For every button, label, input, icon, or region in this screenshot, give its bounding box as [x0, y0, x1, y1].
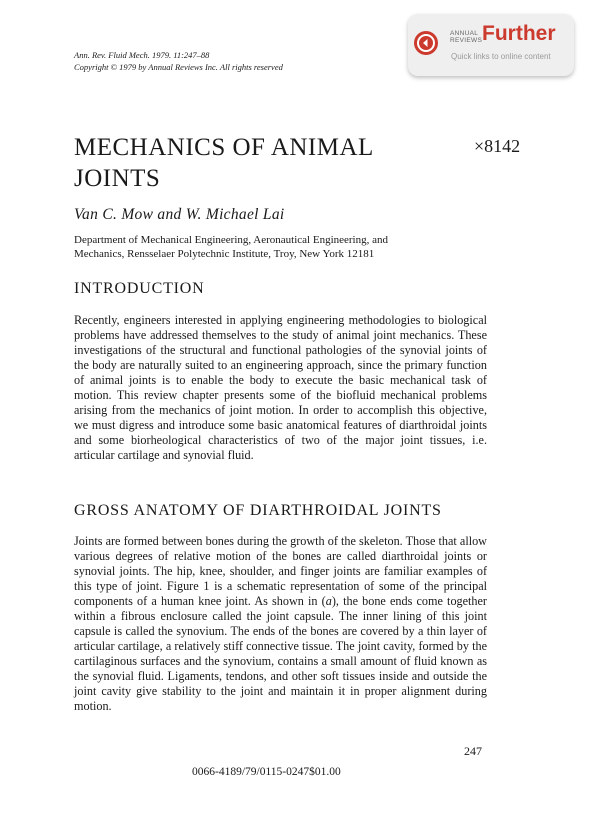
badge-annual-reviews: [450, 30, 482, 44]
affiliation: [74, 233, 388, 261]
figure-panel-reference: a: [325, 594, 332, 608]
affiliation-line-1: Department of Mechanical Engineering, Aeronautical Engineering, and: [74, 234, 388, 246]
section-heading-gross-anatomy: GROSS ANATOMY OF DIARTHROIDAL JOINTS: [74, 502, 442, 519]
section-heading-introduction: INTRODUCTION: [74, 280, 205, 297]
anatomy-text-part-1: Joints are formed between bones during the growth of the skeleton. Those that allow various degrees of relative motion of the bones are called diarthroidal joints or synovial joints. The hip, knee, shoulder, and finger joints are familiar examples of this type of joint. Figure 1 is a schematic representation of some of the principal components of a human knee joint. As shown in (: [74, 534, 487, 608]
page-number: 247: [464, 744, 482, 758]
anatomy-paragraph: [74, 534, 487, 714]
annual-reviews-logo-icon: [414, 31, 438, 55]
badge-reviews: REVIEWS: [450, 37, 483, 44]
badge-annual: ANNUAL: [450, 30, 479, 37]
anatomy-text-part-2: ), the bone ends come together within a fibrous enclosure called the joint capsule. The inner lining of this joint capsule is called the synovium. The ends of the bones are covered by a thin layer of articular cartilage, a relatively stiff connective tissue. The joint cavity, formed by the cartilaginous surfaces and the synovium, contains a small amount of fluid known as the synovial fluid. Ligaments, tendons, and other soft tissues inside and outside the joint cavity give stability to the joint and maintain it in proper alignment during motion.: [74, 594, 487, 713]
footer-code: 0066-4189/79/0115-0247$01.00: [192, 766, 341, 778]
title-line-1: MECHANICS OF ANIMAL: [74, 134, 374, 161]
citation-journal: Ann. Rev. Fluid Mech. 1979. 11:247–88: [74, 50, 210, 60]
citation-copyright: Copyright © 1979 by Annual Reviews Inc. All rights reserved: [74, 62, 283, 72]
affiliation-line-2: Mechanics, Rensselaer Polytechnic Institute, Troy, New York 12181: [74, 248, 375, 260]
authors: Van C. Mow and W. Michael Lai: [74, 206, 285, 223]
introduction-paragraph: Recently, engineers interested in applying engineering methodologies to biological problems have addressed themselves to the study of animal joint mechanics. These investigations of the structural and functional pathologies of the synovial joints of the body are naturally suited to an engineering approach, since the primary function of animal joints is to enable the body to execute the basic mechanical task of motion. This review chapter presents some of the biofluid mechanical problems arising from the mechanics of joint motion. In order to accomplish this objective, we must digress and introduce some basic anatomical features of diarthroidal joints and some biorheological characteristics of two of the major joint tissues, i.e. articular cartilage and synovial fluid.: [74, 313, 487, 462]
article-code: ×8142: [474, 136, 521, 156]
badge-tagline: Quick links to online content: [451, 52, 551, 61]
article-title: [74, 132, 404, 194]
title-line-2: JOINTS: [74, 165, 161, 192]
citation: [74, 49, 283, 73]
badge-further-label: Further: [482, 22, 556, 45]
further-badge[interactable]: [408, 14, 574, 76]
